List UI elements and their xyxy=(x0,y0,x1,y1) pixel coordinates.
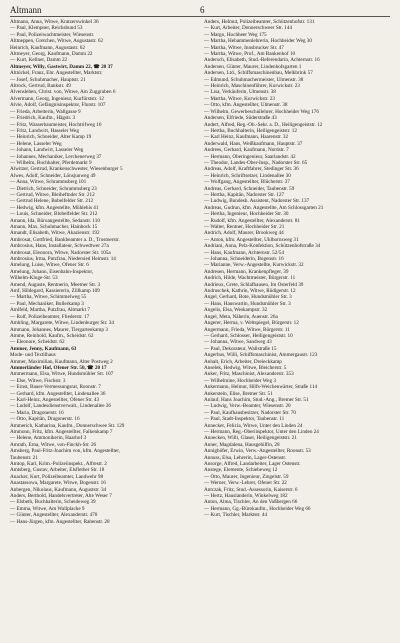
directory-entry: Alvensleben, Christ. von, Witwe, Am Zuggraben 6 xyxy=(10,89,116,96)
directory-entry: — Heinrich, Maschinenführer, Kurwickstr. 23 xyxy=(204,83,300,90)
directory-entry: — Gertrud Helene, Bobelfelder Str. 212 xyxy=(10,198,94,205)
directory-entry: Angel, Meta, Näherin, Auenstr. 26a xyxy=(204,313,278,320)
directory-entry: Andreas, Gerhard, Schneider, Taubenstr. 59 xyxy=(204,185,295,192)
directory-entry: Altrock, Gertrud, Bankstr. 49 xyxy=(10,83,71,90)
header-rule xyxy=(10,16,390,17)
directory-entry: Ammer, Maximilian, Kaufmann, Alter Postweg 2 xyxy=(10,358,113,365)
directory-entry: — Gerhard, kfm. Angestellter, Lindenallee 36 xyxy=(10,390,106,397)
directory-entry: — Paul, Mechaniker, Bullerkamp 3 xyxy=(10,300,84,307)
directory-entry: — Heinrich, Schneider, Alter Kamp 19 xyxy=(10,134,92,141)
directory-entry: Alvie, Adolf, Gefängnisinspektor, Flurstr. 107 xyxy=(10,102,106,109)
directory-entry: — Rudolf, kfm. Angestellter, Alexanderstr. 81 xyxy=(204,217,300,224)
directory-entry: — Theodor, Landes-Ober-Insp., Nadorster Str. 65 xyxy=(204,159,308,166)
directory-entry: Amann, Ida, Büroangestellte, Sedanstr. 110 xyxy=(10,217,100,224)
directory-entry: — Marianne, Verw.-Angestellte, Kurwickstr. 32 xyxy=(204,262,304,269)
directory-entry: Angerer, Herma, v. Weltspiegel, Bürgerstr. 12 xyxy=(204,320,299,327)
directory-entry: Mode- und Textilhaus xyxy=(10,352,56,359)
directory-entry: Ammer, Jenny, Kaufmann, 63 xyxy=(10,345,77,352)
directory-entry: — Hans, Kaufmann, Achternstr. 52/54 xyxy=(204,249,284,256)
directory-entry: — Martha, Witwe, Prof., Am Bankenhof 10 xyxy=(204,51,296,58)
directory-entry: Anselek, Hedwig, Witwe, Bleicherstr. 5 xyxy=(204,364,287,371)
directory-entry: — Frieda, Arbeiterin, Wallgasse 9 xyxy=(10,108,81,115)
directory-entry: — Kurt, Kellner, Damm 22 xyxy=(10,57,68,64)
left-column xyxy=(10,19,204,525)
directory-entry: — Martha, Witwe, Schimmelweg 55 xyxy=(10,294,87,301)
directory-entry: Andersen, Elfriede, Süderstraße 43 xyxy=(204,115,277,122)
directory-entry: Anacker, Kurt, Polizeibeamter, Landwehr 98 xyxy=(10,473,104,480)
directory-entry: — Paul, Klempner, Reichsbund 53 xyxy=(10,25,83,32)
directory-entry: — Wilhelm, Buchhalter, Pferdemarkt 9 xyxy=(10,159,92,166)
directory-entry: Anhalt, Erich, Arbeiter, Dreieckkamp xyxy=(204,358,282,365)
directory-entry: — Otto, Kapitän, Dragonerstr. 16 xyxy=(10,416,80,423)
directory-entry: — Friedrich, Kaufm., Hägstr. 3 xyxy=(10,115,76,122)
directory-entry: Amhling, Margarete, Witwe, Lindenburger Str. 34 xyxy=(10,320,114,327)
directory-entry: Ansorge, Alfred, Landarbeiter, Lager Ostenstr. xyxy=(204,461,301,468)
directory-entry: Amelung, Luise, Witwe, Ofener Str. 6 xyxy=(10,262,89,269)
directory-entry: — Günter, Angestellter, Alexanderstr. 470 xyxy=(10,512,98,519)
directory-entry: — Hermann, Reg.-Oberinspektor, Unter den Linden 24 xyxy=(204,429,319,435)
directory-entry: Alwes, Adolf, Schneider, Lönsjunweg 49 xyxy=(10,172,96,179)
directory-entry: Ankermann, Helmut, Hilfs-Weichenwärter, Straße 114 xyxy=(204,384,318,391)
directory-entry: Andersen, Günter, Maurer, Lindenhofsgarten 1 xyxy=(204,63,302,70)
directory-entry: — Maria, Dragonerstr. 16 xyxy=(10,409,64,416)
directory-entry: Anlauf, Hans Joachim, Stud.-Ang., Bremer Str. 51 xyxy=(204,396,309,403)
directory-entry: Amsberg, Paul-Fritz-Joachim von, kfm. Angestellter, xyxy=(10,448,121,455)
directory-entry: Wilhelm-Kluge-Str. 53 xyxy=(10,275,58,282)
directory-entry: — Hertha, Kapitän, Nadorster Str. 127 xyxy=(204,191,285,198)
directory-entry: Angerhus, Willi, Schiffsmaschinist, Ammergaustr. 123 xyxy=(204,352,318,359)
directory-entry: Anstege, Elemente, Schiebeweg 12 xyxy=(204,467,278,474)
directory-entry: — Louis, Schneider, Blobelfelder Str. 212 xyxy=(10,211,98,218)
directory-entry: — Anton, kfm. Angestellter, Uhlhornsweg 31 xyxy=(204,236,299,243)
directory-entry: Angermann, Frieda, Witwe, Bürgerstr. 11 xyxy=(204,326,290,333)
directory-entry: Anders, Helmut, Polizeibeamter, Schützenhofstr. 131 xyxy=(204,19,315,25)
directory-entry: Andruschek, Kathrin, Witwe, Rüdigerstr. 12 xyxy=(204,288,296,295)
directory-entry: — Edmund, Schuhmachermeister, Ulmenstr. 38 xyxy=(204,76,304,83)
directory-entry: Ammerländer Hof, Ofener Str. 50, ☎ 20 17 xyxy=(10,364,107,371)
directory-entry: — Anna, Witwe, Schrammsberg 101 xyxy=(10,179,87,186)
running-header: Altmann xyxy=(10,5,42,15)
directory-entry: — Ludwig, Verw.-Beamter, Wiesenstr. 20 xyxy=(204,403,291,410)
directory-entry: Amrath, Erna, Witwe, von-Finckh-Str. 26 xyxy=(10,441,97,448)
directory-entry: Andrieux, Grete, Schlafhausen, Im Osterfeld 39 xyxy=(204,281,304,288)
directory-entry: Andersch, Elisabeth, Stud.-Referendarin, Achternstr. 16 xyxy=(204,57,320,64)
page-number: 6 xyxy=(200,5,205,15)
directory-entry: — Dietrich, Schneider, Schrammsberg 23 xyxy=(10,185,97,192)
directory-entry: — Hans-Jürgen, kfm. Angestellter, Rabenstr. 28 xyxy=(10,518,110,525)
directory-entry: Amtsberg, Gustav, Arbeiter, Elsflether Str. 18 xyxy=(10,467,105,474)
directory-entry: Amandt, Elisabeth, Witwe, Akazienstr. 192 xyxy=(10,230,100,237)
directory-entry: Andrich, Hilde, Wachtmeister, Bürgerstr. 11 xyxy=(204,275,296,282)
directory-entry: Heinrich, Kaufmann, Augustastr. 62 xyxy=(10,44,85,51)
directory-entry: — Karl Heinz, Kaufmann, Haarenstr. 32 xyxy=(204,134,289,141)
directory-entry: — Paul, Dekorateur, Wallstraße 15 xyxy=(204,345,277,352)
directory-entry: — Heinrich, Schriftsetzer, Lindenallee 30 xyxy=(204,172,291,179)
directory-entry: Andert, Alfred, Reg.-Ob.-Sekr. a. D., Heiligengeiststr. 12 xyxy=(204,121,323,128)
directory-entry: — Paul, Stadt-Inspektor, Taubenstr. 11 xyxy=(204,416,285,423)
directory-entry: — Otto, kfm. Angestellter, Ulmenstr. 38 xyxy=(204,102,288,109)
directory-entry: — Werner, Verw.-Lehrer, Ofener Str. 22 xyxy=(204,480,287,487)
directory-entry: Altmeyer, Willy, Gastwirt, Damm 22, ☎ 20 37 xyxy=(10,63,113,70)
directory-entry: — Paul, Kaufhausbesitzer, Nadorster Str. 70 xyxy=(204,409,296,416)
directory-entry: — Helene, Lasseler Weg xyxy=(10,140,62,147)
directory-entry: — Wolfgang, Angestellter, Blücherstr. 37 xyxy=(204,179,290,186)
directory-entry: Anker, Fritz, Maschinist, Alexanderstr. 353 xyxy=(204,371,294,378)
directory-entry: Altnickel, Franz, Ehr. Angestellter, Marktstr. xyxy=(10,70,103,77)
directory-entry: — Johanna, Schneiderin, Bogenstr. 16 xyxy=(204,256,284,263)
directory-entry: Anders, Berthold, Handelsvertreter, Alte Weser 7 xyxy=(10,493,112,500)
directory-entry: — Kurt, Arbeiter, Donnerschweer Str. 144 xyxy=(204,25,292,32)
directory-entry: Anastassowa, Margarete, Witwe, Bogenstr. 16 xyxy=(10,480,106,487)
directory-entry: — Else, Witwe, Fischstr. 3 xyxy=(10,377,66,384)
directory-entry: — Josef, Schuhmacher, Hauptstr. 21 xyxy=(10,76,86,83)
directory-entry: — Hedwig, kfm. Angestellte, Mühlehis 41 xyxy=(10,204,99,211)
directory-entry: Ammermann, Elsa, Witwe, Hundsmühler Str. 107 xyxy=(10,371,114,378)
directory-entry: — Fritz, Landwirt, Hasseler Weg xyxy=(10,127,79,134)
directory-entry: Annuss, Elsa, Lehrerin, Lager-Ostenstr. xyxy=(204,454,287,461)
directory-entry: — Hertha, Buchhalterin, Heiligengeiststr. 12 xyxy=(204,127,297,134)
directory-entry: — Hertz, Hauslanderin, Winkelweg 182 xyxy=(204,493,288,500)
directory-entry: Anton, Alma, Tischler, An den Voßbergen 66 xyxy=(204,499,298,506)
directory-entry: — Johann, Landwirt, Lasseler Weg xyxy=(10,147,84,154)
directory-entry: — Rolf, Polizeibeamter, Fliederstr. 17 xyxy=(10,313,90,320)
directory-entry: Anner, Magdalena, Hausgehilfin, 28 xyxy=(204,441,280,448)
directory-entry: Ankerstein, Elise, Bremer Str. 51 xyxy=(204,390,273,397)
directory-entry: — Hermann, Gg.-Bürokaufm., Hochheider Weg 66 xyxy=(204,505,311,512)
directory-entry: Amend, Auguste, Rentnerin, Meemer Str. 3 xyxy=(10,281,101,288)
directory-entry: — Johannes, Mechaniker, Lerchenerweg 37 xyxy=(10,153,102,160)
directory-entry: Amann, Max, Schuhmacher, Hainbock 15 xyxy=(10,224,98,230)
directory-entry: Altmeppen, Gretchen, Witwe, Augustastr. 62 xyxy=(10,38,104,45)
directory-entry: Andrich, Adolf, Maurer, Brookweg 44 xyxy=(204,230,284,237)
directory-entry: — Johanna, Witwe, Sandweg 43 xyxy=(204,339,272,346)
directory-entry: Annighöfer, Erwin, Verw.-Angestellter, Roonstr. 53 xyxy=(204,448,311,455)
directory-entry: — Gertrud, Witwe, Bleiheftnder Str. 212 xyxy=(10,191,95,198)
directory-entry: Alwitzer, Gertrud, Krankenschwester, Wiesenburger 5 xyxy=(10,166,123,173)
directory-entry: — Hertha, Ingenieur, Hochheider Str. 30 xyxy=(204,211,289,218)
directory-entry: — Margo, Hochheer Weg 175 xyxy=(204,31,267,38)
directory-entry: Angelis, Elsa, Weskampstr. 32 xyxy=(204,307,268,314)
directory-entry: Alvermann, Georg, Ingenieur, Kurfürststr. 12 xyxy=(10,95,104,102)
directory-entry: — Wilhelmine, Hochheider Weg 3 xyxy=(204,377,276,384)
directory-entry: — Eleonore, Scheidstr. 62 xyxy=(10,339,65,346)
directory-entry: — Ludolf, Landesdienstverwalt., Lindenallee 36 xyxy=(10,403,111,410)
directory-entry: Taubenstr. 21 xyxy=(10,454,38,461)
directory-entry: Altmeyer, Georg, Kaufmann, Damm 22 xyxy=(10,51,93,58)
directory-entry: — Hermann, Oberingenieur, Saarlandstr. 42 xyxy=(204,153,296,160)
directory-entry: Andresen, Hermann, Krankenpfleger, 39 xyxy=(204,268,289,275)
directory-entry: — Fritz, Wasserbaumeister, Hochtrifweg 16 xyxy=(10,121,102,128)
directory-entry: — Kurt, Tischler, Marktstr. 44 xyxy=(204,512,268,519)
directory-entry: Ammerich, Katharina, Kaufm., Donnerschwee Str. 129 xyxy=(10,422,125,429)
directory-entry: Amtop, Karl, Krim.-Polizeiinspekt., Alfrestr. 2 xyxy=(10,461,107,468)
directory-entry: Altmann, Anna, Witwe, Kratzerswinkel 36 xyxy=(10,19,99,25)
directory-entry: — Wilhelm, Gewerbeschullehrer, Hochheider Weg 176 xyxy=(204,108,319,115)
directory-entry: Andersen, Ltd., Schiffsmaschinenbau, Melkbrink 57 xyxy=(204,70,313,77)
directory-entry: — Martha, Witwe, Innsbrucker Str. 47 xyxy=(204,44,284,51)
directory-entry: — Martha, Hebammenlehrerin, Hochheider Weg 30 xyxy=(204,38,312,45)
directory-entry: Ambrosat, Gottfried, Bankbeamter a. D., Trostnerstr. xyxy=(10,236,120,243)
directory-entry: Amlfeld, Martha, Putzfrau, Altmarkt 7 xyxy=(10,307,90,314)
directory-entry: Andreas, Gudrun, kfm. Angestellte, Am Schlossgarten 21 xyxy=(204,204,324,211)
directory-entry: — Gerhard, Schlosser, Heiligengeiststr. 10 xyxy=(204,332,293,339)
directory-entry: — Helene, Ammonikerin, Haarhof 3 xyxy=(10,435,87,442)
right-column xyxy=(204,19,398,519)
directory-entry: Amelung, Johann, Eisenbahn-Inspektor, xyxy=(10,268,94,275)
directory-entry: Antczak, Fritz, Stud.-Assessorin, Kaiserstr. 6 xyxy=(204,486,298,493)
directory-entry: Ammann, Johannes, Maurer, Tiergartenkamp 3 xyxy=(10,326,108,333)
directory-entry: Amf, Hildegard, Kassiererin, Zillkamp 109 xyxy=(10,288,100,295)
directory-entry: — Lisa, Verkäuferin, Ulmenstr. 38 xyxy=(204,89,276,96)
directory-entry: Ambrosius, Hans, Installateur, Schwedtwer 27a xyxy=(10,243,109,250)
directory-entry: Ambrosat, Eleonora, Witwe, Nadorster Str. 105a xyxy=(10,249,111,256)
directory-entry: Andriani, Anna, Pelz-Konfektion, Schützenhofstraße 34 xyxy=(204,243,321,250)
directory-entry: Anbergen, Nikolaus, Kaufmann, Auguststr. 34 xyxy=(10,486,107,493)
directory-entry: — Hans, Hauswartin, Hundsmühler Str. 3 xyxy=(204,300,291,307)
directory-entry: — Martha, Witwe, Kurwickstr. 23 xyxy=(204,95,276,102)
directory-entry: — Otto, Maurer, Ingenieur, Zingelstr. 59 xyxy=(204,473,289,480)
directory-entry: Andreas, Adolf, Kraftfahrer, Stedinger Str. 36 xyxy=(204,166,299,173)
directory-entry: Ammonn, Fritz, kfm. Angestellter, Falkenkamp 7 xyxy=(10,429,113,435)
directory-entry: Annecken, Willi, Glaser, Heiligengeiststr. 21 xyxy=(204,435,297,442)
directory-entry: — Emma, Witwe, Am Wallplacke 9 xyxy=(10,505,85,512)
directory-entry: Annecker, Felicia, Witwe, Unter den Linden 24 xyxy=(204,422,303,429)
directory-entry: — Walter, Rentner, Hochheider Str. 21 xyxy=(204,224,285,230)
directory-entry: — Karl-Heinz, Angestellter, Ofener Str. 43 xyxy=(10,396,100,403)
directory-entry: — Ernst, Bauer-Vermessungsrat, Roonstr. 7 xyxy=(10,384,101,391)
directory-entry: — Paul, Polizeiwachtmeister, Wiesenstr. xyxy=(10,31,95,38)
directory-entry: Amme, Reinhold, Kaufm., Scheidstr. 62 xyxy=(10,332,94,339)
directory-entry: Ambrosius, Irma, Putzfrau, Niedersied Heimstr. 14 xyxy=(10,256,116,263)
directory-entry: Anderwald, Hans, Weißkaufmann, Hauptstr. 37 xyxy=(204,140,303,147)
directory-entry: — Ludwig, Bundesb. Assistent, Nadorster Str. 137 xyxy=(204,198,310,205)
directory-entry: Andrees, Gerhard, Kaufmann, Nordstr. 7 xyxy=(204,147,289,154)
directory-entry: — Elsbeth, Buchhalterin, Scheideweg 39 xyxy=(10,499,96,506)
page-header xyxy=(10,4,390,16)
directory-entry: Angel, Gerhard, Bote, Hundsmühler Str. 3 xyxy=(204,294,292,301)
